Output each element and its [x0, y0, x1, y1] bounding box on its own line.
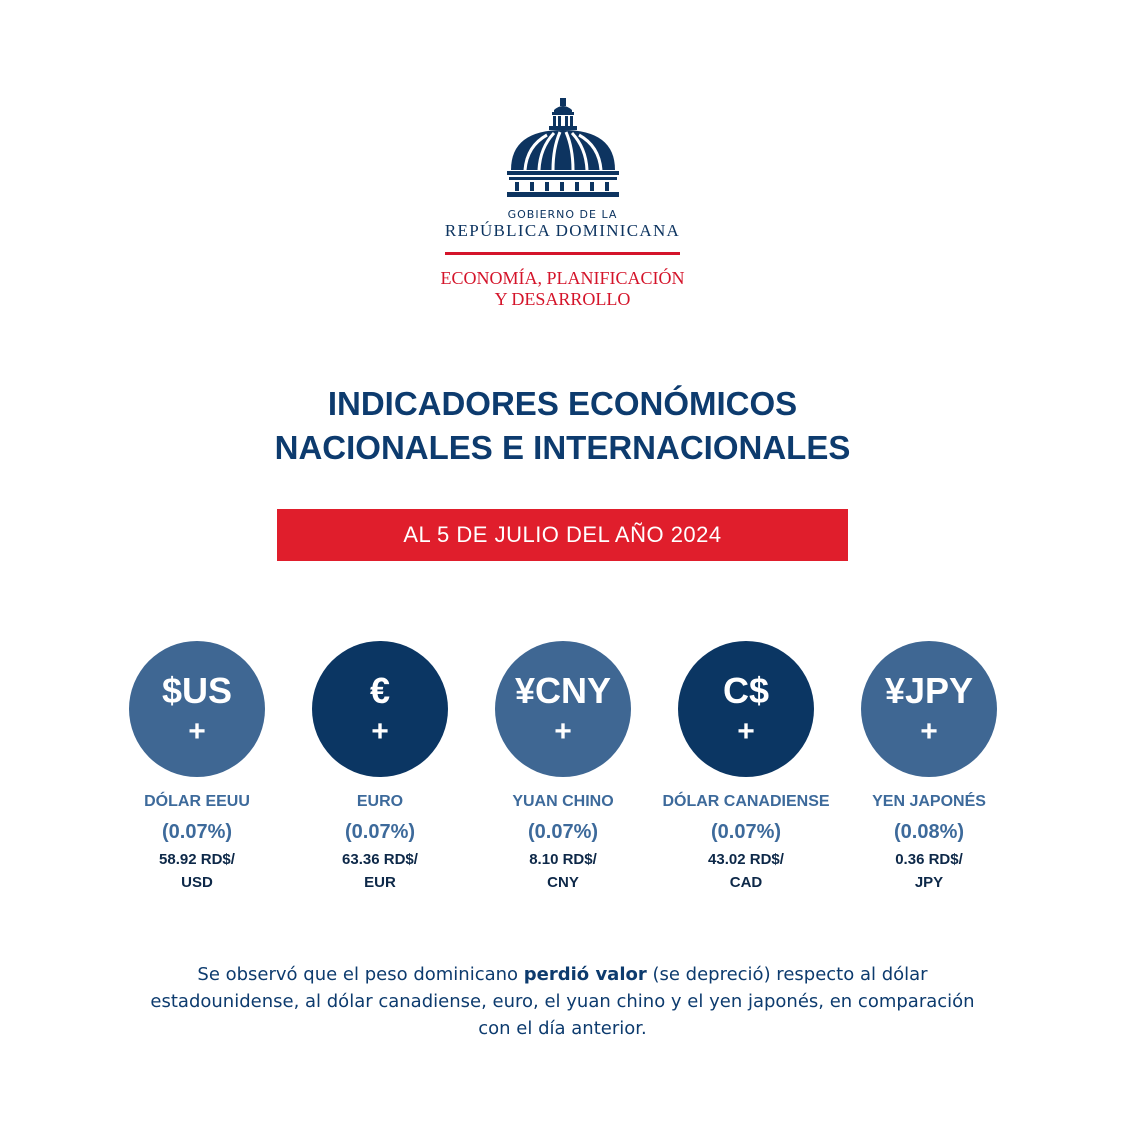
plus-icon: +	[554, 715, 572, 748]
rate-value: 58.92 RD$/	[159, 851, 235, 868]
currency-name: YUAN CHINO	[512, 793, 614, 810]
currency-change: (0.07%)	[710, 821, 782, 843]
plus-icon: +	[188, 715, 206, 748]
rate-value: 8.10 RD$/	[529, 851, 597, 868]
date-banner: AL 5 DE JULIO DEL AÑO 2024	[277, 509, 848, 561]
currency-symbol: C$	[722, 670, 770, 711]
rate-unit: JPY	[914, 874, 944, 891]
rate-unit: CNY	[547, 874, 579, 891]
currency-rate	[651, 848, 841, 894]
currency-badge	[495, 641, 631, 777]
ministry-line-1: ECONOMÍA, PLANIFICACIÓN	[440, 268, 685, 288]
currency-name: YEN JAPONÉS	[872, 793, 986, 810]
government-logo	[400, 98, 725, 313]
summary-note	[150, 961, 975, 1042]
rate-unit: CAD	[729, 874, 763, 891]
rate-unit: EUR	[364, 874, 396, 891]
ministry-line-2: Y DESARROLLO	[494, 289, 631, 309]
rate-value: 43.02 RD$/	[708, 851, 784, 868]
currency-change: (0.07%)	[161, 821, 233, 843]
currency-cad	[651, 641, 841, 894]
plus-icon: +	[737, 715, 755, 748]
currency-usd	[102, 641, 292, 894]
ministry-name	[400, 268, 725, 310]
gov-label-small: GOBIERNO DE LA	[507, 208, 618, 221]
currency-rate	[285, 848, 475, 894]
currency-badge	[312, 641, 448, 777]
currency-jpy	[834, 641, 1024, 894]
plus-icon: +	[371, 715, 389, 748]
title-line-1: INDICADORES ECONÓMICOS	[327, 385, 798, 422]
rate-value: 63.36 RD$/	[342, 851, 418, 868]
currency-symbol: $US	[161, 670, 233, 711]
note-text-start: Se observó que el peso dominicano	[197, 964, 524, 985]
currency-badge	[678, 641, 814, 777]
currency-name: DÓLAR CANADIENSE	[662, 793, 830, 810]
currency-name: DÓLAR EEUU	[144, 793, 250, 810]
currency-rate	[834, 848, 1024, 894]
rate-unit: USD	[181, 874, 213, 891]
gov-label-large: REPÚBLICA DOMINICANA	[444, 221, 681, 240]
currency-badge	[129, 641, 265, 777]
currency-change: (0.07%)	[527, 821, 599, 843]
dome-icon	[507, 98, 619, 198]
note-text-end: (se depreció) respecto al dólar estadounidense, al dólar canadiense, euro, el yuan chino y el yen japonés, en comparación con el día anterior.	[150, 964, 975, 1039]
currency-symbol: €	[369, 670, 391, 711]
currency-change: (0.08%)	[893, 821, 965, 843]
currency-rate	[468, 848, 658, 894]
currency-name: EURO	[356, 793, 404, 810]
currency-badge	[861, 641, 997, 777]
title-line-2: NACIONALES E INTERNACIONALES	[274, 429, 851, 466]
currency-symbol: ¥CNY	[514, 670, 612, 711]
currency-cny	[468, 641, 658, 894]
currency-rate	[102, 848, 292, 894]
logo-divider	[445, 252, 680, 255]
note-emphasis: perdió valor	[523, 964, 647, 985]
rate-value: 0.36 RD$/	[895, 851, 963, 868]
currency-eur	[285, 641, 475, 894]
currency-change: (0.07%)	[344, 821, 416, 843]
currency-symbol: ¥JPY	[884, 670, 974, 711]
page-title	[0, 382, 1125, 470]
plus-icon: +	[920, 715, 938, 748]
